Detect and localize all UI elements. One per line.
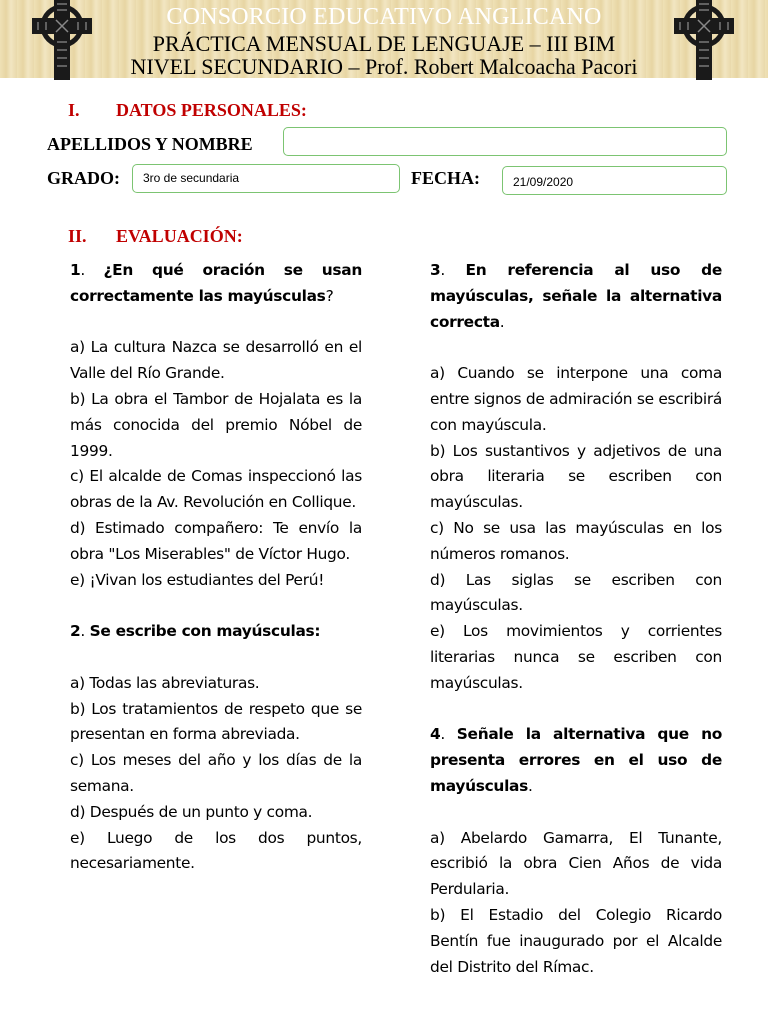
question-number: 4 [430, 725, 441, 744]
question-2: 2. Se escribe con mayúsculas: [70, 622, 321, 641]
section-number: I. [68, 100, 80, 120]
option-3b: b) Los sustantivos y adjetivos de una obra literaria se escriben con mayúsculas. [430, 441, 722, 512]
grade-label: GRADO: [47, 168, 120, 188]
option-1a: a) La cultura Nazca se desarrolló en el Valle del Río Grande. [70, 338, 362, 383]
question-number: 2 [70, 622, 81, 641]
grade-field[interactable]: 3ro de secundaria [132, 164, 400, 193]
section-number: II. [68, 226, 87, 246]
option-2d: d) Después de un punto y coma. [70, 802, 313, 821]
question-text: Se escribe con mayúsculas: [89, 622, 321, 641]
question-text: Señale la alternativa que no presenta errores en el uso de mayúsculas [430, 725, 723, 795]
question-3: 3. En referencia al uso de mayúsculas, señale la alternativa correcta. [430, 261, 723, 331]
question-text: ¿En qué oración se usan correctamente las mayúsculas [70, 261, 362, 305]
school-name: CONSORCIO EDUCATIVO ANGLICANO [166, 4, 602, 30]
option-1c: c) El alcalde de Comas inspeccionó las obras de la Av. Revolución en Collique. [70, 467, 362, 512]
questions-left-column [70, 258, 362, 877]
question-number: 1 [70, 261, 81, 279]
date-label: FECHA: [411, 168, 480, 188]
questions-right-column [430, 258, 722, 980]
option-2a: a) Todas las abreviaturas. [70, 673, 260, 692]
section-title: EVALUACIÓN: [116, 226, 243, 246]
option-3d: d) Las siglas se escriben con mayúsculas. [430, 570, 722, 615]
option-1b: b) La obra el Tambor de Hojalata es la más conocida del premio Nóbel de 1999. [70, 389, 362, 460]
section-heading-evaluation [68, 226, 243, 247]
question-1: 1. ¿En qué oración se usan correctamente las mayúsculas? [70, 261, 362, 305]
name-field[interactable] [283, 127, 727, 156]
question-end: ? [325, 286, 334, 305]
option-1e: e) ¡Vivan los estudiantes del Perú! [70, 570, 325, 589]
option-4a: a) Abelardo Gamarra, El Tunante, escribió la obra Cien Años de vida Perdularia. [430, 828, 722, 899]
exam-title: PRÁCTICA MENSUAL DE LENGUAJE – III BIM [152, 31, 616, 56]
name-label: APELLIDOS Y NOMBRE [47, 134, 253, 154]
option-3e: e) Los movimientos y corrientes literarias nunca se escriben con mayúsculas. [430, 622, 722, 692]
option-2b: b) Los tratamientos de respeto que se presentan en forma abreviada. [70, 699, 362, 744]
question-end: . [528, 776, 533, 795]
option-3c: c) No se usa las mayúsculas en los números romanos. [430, 518, 722, 563]
section-heading-personal [68, 100, 307, 121]
question-text: En referencia al uso de mayúsculas, señale la alternativa correcta [430, 261, 723, 331]
section-title: DATOS PERSONALES: [116, 100, 307, 120]
question-end: . [499, 312, 505, 331]
exam-subtitle: NIVEL SECUNDARIO – Prof. Robert Malcoacha Pacori [130, 54, 638, 79]
option-3a: a) Cuando se interpone una coma entre signos de admiración se escribirá con mayúscula. [430, 364, 722, 434]
question-number: 3 [430, 261, 441, 279]
option-4b: b) El Estadio del Colegio Ricardo Bentín fue inaugurado por el Alcalde del Distrito del Rímac. [430, 905, 722, 976]
option-2e: e) Luego de los dos puntos, necesariamente. [70, 828, 362, 873]
date-field[interactable]: 21/09/2020 [502, 166, 727, 195]
header-banner [0, 0, 768, 78]
question-4: 4. Señale la alternativa que no presenta errores en el uso de mayúsculas. [430, 725, 723, 795]
option-2c: c) Los meses del año y los días de la semana. [70, 751, 362, 795]
option-1d: d) Estimado compañero: Te envío la obra "Los Miserables" de Víctor Hugo. [70, 518, 362, 563]
